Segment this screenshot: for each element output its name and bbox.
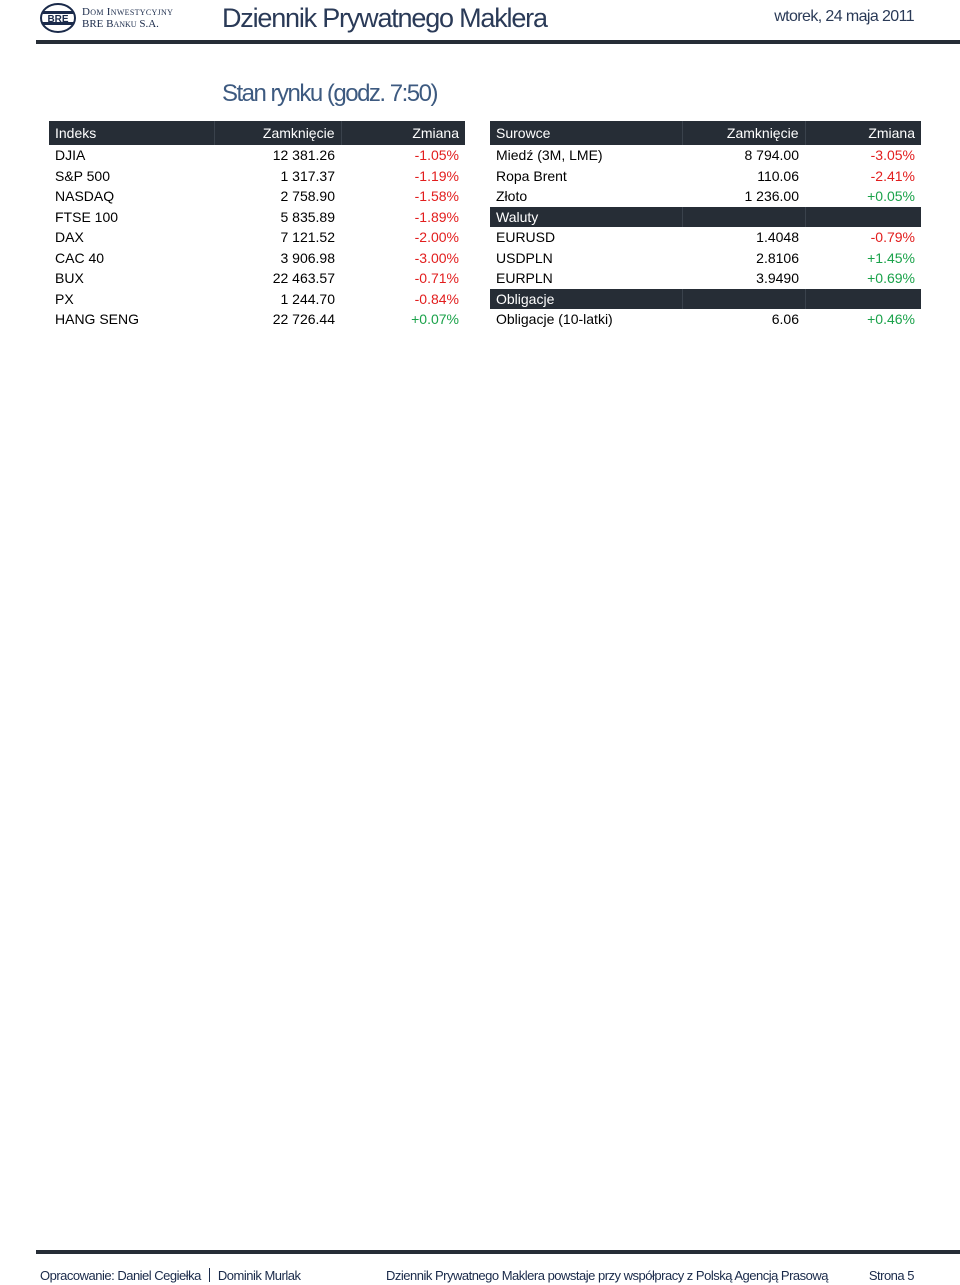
- bre-logo-icon: [40, 3, 76, 33]
- change-value: -1.89%: [414, 208, 459, 225]
- commodities-table: [490, 121, 921, 330]
- change-value: +1.45%: [867, 249, 915, 266]
- instrument-name: NASDAQ: [55, 188, 115, 205]
- publication-title: Dziennik Prywatnego Maklera: [222, 3, 547, 33]
- footer-separator: [209, 1268, 210, 1282]
- table-row: [49, 268, 465, 289]
- change-value: -3.00%: [414, 249, 459, 266]
- instrument-name: Ropa Brent: [496, 167, 567, 184]
- section-empty-cell: [805, 289, 921, 310]
- close-value: 1 244.70: [280, 290, 335, 307]
- table-row: [49, 207, 465, 228]
- instrument-name: CAC 40: [55, 249, 105, 266]
- section-title: Stan rynku (godz. 7:50): [222, 80, 437, 107]
- section-header-row: [490, 207, 921, 228]
- section-empty-cell: [805, 207, 921, 228]
- change-value: +0.46%: [867, 311, 915, 328]
- close-value: 110.06: [757, 167, 799, 184]
- section-empty-cell: [682, 289, 805, 310]
- close-value: 5 835.89: [280, 208, 335, 225]
- change-value: -3.05%: [870, 147, 915, 164]
- table-row: [49, 186, 465, 207]
- footer-divider: [36, 1250, 960, 1254]
- close-value: 22 463.57: [272, 270, 335, 287]
- instrument-name: S&P 500: [55, 167, 111, 184]
- change-value: -0.71%: [414, 270, 459, 287]
- change-value: -1.19%: [414, 167, 459, 184]
- change-value: -2.41%: [870, 167, 915, 184]
- table-row: [490, 145, 921, 166]
- column-header-index: Indeks: [49, 121, 214, 145]
- footer-author2: Dominik Murlak: [217, 1268, 301, 1283]
- table-row: [490, 309, 921, 330]
- close-value: 6.06: [771, 311, 799, 328]
- instrument-name: Obligacje (10-latki): [496, 311, 613, 328]
- footer-note: Dziennik Prywatnego Maklera powstaje przy współpracy z Polską Agencją Prasową: [386, 1268, 828, 1283]
- footer-authors: [40, 1268, 300, 1283]
- instrument-name: PX: [55, 290, 74, 307]
- column-header-commodity: Surowce: [490, 121, 682, 145]
- column-header-change: Zmiana: [805, 121, 921, 145]
- change-value: -2.00%: [414, 229, 459, 246]
- close-value: 2.8106: [756, 249, 799, 266]
- change-value: -0.84%: [414, 290, 459, 307]
- table-row: [49, 166, 465, 187]
- section-header-row: [490, 289, 921, 310]
- close-value: 7 121.52: [280, 229, 335, 246]
- commodities-header-row: [490, 121, 921, 145]
- close-value: 3 906.98: [280, 249, 335, 266]
- logo-line2: BRE Banku S.A.: [82, 18, 159, 30]
- indices-table: [49, 121, 465, 330]
- change-value: +0.69%: [867, 270, 915, 287]
- table-row: [490, 227, 921, 248]
- table-row: [49, 309, 465, 330]
- close-value: 3.9490: [756, 270, 799, 287]
- column-header-change: Zmiana: [341, 121, 465, 145]
- section-label: Waluty: [490, 207, 682, 228]
- close-value: 12 381.26: [272, 147, 335, 164]
- logo: [40, 3, 173, 33]
- table-row: [49, 145, 465, 166]
- table-row: [49, 289, 465, 310]
- close-value: 8 794.00: [744, 147, 799, 164]
- instrument-name: USDPLN: [496, 249, 553, 266]
- instrument-name: DAX: [55, 229, 84, 246]
- table-row: [490, 268, 921, 289]
- section-label: Obligacje: [490, 289, 682, 310]
- column-header-close: Zamknięcie: [682, 121, 805, 145]
- close-value: 1 317.37: [280, 167, 335, 184]
- header-divider: [36, 40, 960, 44]
- instrument-name: HANG SENG: [55, 311, 140, 328]
- instrument-name: Miedź (3M, LME): [496, 147, 603, 164]
- footer-prepared-by: Opracowanie: Daniel Cegiełka: [40, 1268, 201, 1283]
- page-header: [0, 0, 960, 46]
- section-empty-cell: [682, 207, 805, 228]
- table-row: [490, 166, 921, 187]
- publication-date: wtorek, 24 maja 2011: [774, 8, 914, 25]
- logo-mark-text: BRE: [47, 14, 69, 25]
- instrument-name: EURUSD: [496, 229, 556, 246]
- instrument-name: EURPLN: [496, 270, 553, 287]
- change-value: -1.58%: [414, 188, 459, 205]
- table-row: [490, 186, 921, 207]
- indices-header-row: [49, 121, 465, 145]
- instrument-name: BUX: [55, 270, 84, 287]
- close-value: 1.4048: [756, 229, 799, 246]
- logo-line1: Dom Inwestycyjny: [82, 6, 174, 18]
- close-value: 22 726.44: [272, 311, 335, 328]
- change-value: -1.05%: [414, 147, 459, 164]
- close-value: 1 236.00: [744, 188, 799, 205]
- footer-page-number: Strona 5: [868, 1268, 914, 1283]
- change-value: -0.79%: [870, 229, 915, 246]
- table-row: [490, 248, 921, 269]
- change-value: +0.05%: [867, 188, 915, 205]
- instrument-name: Złoto: [496, 188, 528, 205]
- column-header-close: Zamknięcie: [214, 121, 341, 145]
- instrument-name: DJIA: [55, 147, 86, 164]
- instrument-name: FTSE 100: [55, 208, 119, 225]
- table-row: [49, 248, 465, 269]
- table-row: [49, 227, 465, 248]
- close-value: 2 758.90: [280, 188, 335, 205]
- change-value: +0.07%: [411, 311, 459, 328]
